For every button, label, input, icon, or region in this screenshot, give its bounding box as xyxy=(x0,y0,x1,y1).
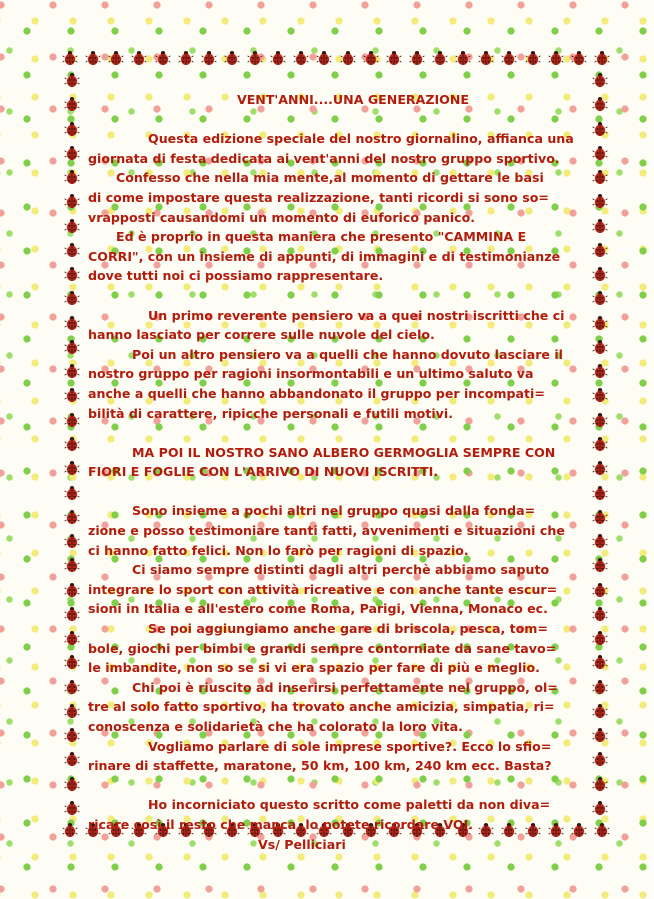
text-line: nostro gruppo per ragioni insormontabili e un ultimo saluto va xyxy=(88,366,534,382)
ladybug-icon xyxy=(62,822,78,838)
text-line: hanno lasciato per correre sulle nuvole del cielo. xyxy=(88,327,435,343)
ladybug-icon xyxy=(592,339,608,355)
ladybug-icon xyxy=(592,606,608,622)
ladybug-icon xyxy=(293,50,309,66)
text-line: bole, giochi per bimbi e grandi sempre contorniate da sane tavo= xyxy=(88,640,557,656)
ladybug-icon xyxy=(363,50,379,66)
ladybug-icon xyxy=(592,509,608,525)
ladybug-icon xyxy=(592,363,608,379)
ladybug-icon xyxy=(64,460,80,476)
text-line: bilità di carattere, ripicche personali e futili motivi. xyxy=(88,405,453,421)
page-title: VENT'ANNI....UNA GENERAZIONE xyxy=(236,92,470,107)
text-line: le imbandite, non so se si vi era spazio per fare di più e meglio. xyxy=(88,660,540,676)
ladybug-icon xyxy=(64,193,80,209)
paragraph-history xyxy=(88,501,578,775)
ladybug-icon xyxy=(501,50,517,66)
ladybug-icon xyxy=(155,50,171,66)
ladybug-icon xyxy=(592,654,608,670)
ladybug-icon xyxy=(340,50,356,66)
ladybug-icon xyxy=(592,266,608,282)
text-line: vrapposti causandomi un momento di euforico panico. xyxy=(88,209,476,225)
ladybug-icon xyxy=(64,606,80,622)
ladybug-icon xyxy=(432,50,448,66)
text-line: Confesso che nella mia mente,al momento di gettare le basi xyxy=(116,170,544,186)
ladybug-icon xyxy=(64,557,80,573)
ladybug-icon xyxy=(592,533,608,549)
ladybug-icon xyxy=(592,679,608,695)
ladybug-icon xyxy=(592,703,608,719)
ladybug-icon xyxy=(64,266,80,282)
ladybug-icon xyxy=(592,218,608,234)
paragraph-highlight xyxy=(88,443,578,482)
ladybug-icon xyxy=(64,169,80,185)
ladybug-icon xyxy=(64,218,80,234)
ladybug-icon xyxy=(316,50,332,66)
ladybug-icon xyxy=(64,679,80,695)
ladybug-icon xyxy=(592,800,608,816)
ladybug-icon xyxy=(592,557,608,573)
ladybug-icon xyxy=(592,776,608,792)
border-top xyxy=(62,48,610,68)
ladybug-icon xyxy=(592,242,608,258)
text-line: Ed è proprio in questa maniera che presento "CAMMINA E xyxy=(116,229,527,245)
ladybug-icon xyxy=(64,412,80,428)
ladybug-icon xyxy=(64,145,80,161)
ladybug-icon xyxy=(592,436,608,452)
ladybug-icon xyxy=(247,50,263,66)
ladybug-icon xyxy=(64,727,80,743)
text-line: Questa edizione speciale del nostro giornalino, affianca una xyxy=(148,131,574,147)
text-line: Se poi aggiungiamo anche gare di briscola, pesca, tom= xyxy=(148,621,548,637)
text-line: MA POI IL NOSTRO SANO ALBERO GERMOGLIA SEMPRE CON xyxy=(132,444,556,460)
ladybug-icon xyxy=(64,751,80,767)
ladybug-icon xyxy=(64,703,80,719)
text-line: Sono insieme a pochi altri nel gruppo quasi dalla fonda= xyxy=(132,503,536,519)
text-line: di come impostare questa realizzazione, tanti ricordi si sono so= xyxy=(88,189,549,205)
ladybug-icon xyxy=(592,630,608,646)
ladybug-icon xyxy=(64,485,80,501)
ladybug-icon xyxy=(592,193,608,209)
ladybug-icon xyxy=(592,290,608,306)
ladybug-icon xyxy=(131,50,147,66)
ladybug-icon xyxy=(592,485,608,501)
text-line: giornata di festa dedicata ai vent'anni del nostro gruppo sportivo. xyxy=(88,150,560,166)
ladybug-icon xyxy=(270,50,286,66)
ladybug-icon xyxy=(592,582,608,598)
ladybug-icon xyxy=(592,412,608,428)
ladybug-icon xyxy=(592,727,608,743)
paragraph-intro xyxy=(88,129,578,286)
text-line: Vogliamo parlare di sole imprese sportive?. Ecco lo sfio= xyxy=(148,738,552,754)
ladybug-icon xyxy=(64,72,80,88)
paragraph-remembrance xyxy=(88,306,578,424)
ladybug-icon xyxy=(224,50,240,66)
ladybug-icon xyxy=(592,96,608,112)
text-line: Ci siamo sempre distinti dagli altri perchè abbiamo saputo xyxy=(132,562,550,578)
ladybug-icon xyxy=(592,751,608,767)
text-line: Chi poi è riuscito ad inserirsi perfettamente nel gruppo, ol= xyxy=(132,679,558,695)
ladybug-icon xyxy=(64,363,80,379)
text-line: Poi un altro pensiero va a quelli che hanno dovuto lasciare il xyxy=(132,346,563,362)
ladybug-icon xyxy=(571,50,587,66)
text-line: tre al solo fatto sportivo, ha trovato anche amicizia, simpatia, ri= xyxy=(88,699,555,715)
text-line: ci hanno fatto felici. Non lo farò per ragioni di spazio. xyxy=(88,542,469,558)
ladybug-icon xyxy=(64,533,80,549)
ladybug-icon xyxy=(85,50,101,66)
ladybug-icon xyxy=(592,121,608,137)
text-line: Un primo reverente pensiero va a quei nostri iscritti che ci xyxy=(148,307,565,323)
text-line: CORRI", con un insieme di appunti, di immagini e di testimonianze xyxy=(88,248,561,264)
ladybug-icon xyxy=(592,145,608,161)
ladybug-icon xyxy=(409,50,425,66)
border-left xyxy=(62,72,82,816)
ladybug-icon xyxy=(478,50,494,66)
text-line: integrare lo sport con attività ricreative e con anche tante escur= xyxy=(88,581,558,597)
signature: Vs/ Pelliciari xyxy=(258,836,346,852)
ladybug-icon xyxy=(64,509,80,525)
ladybug-icon xyxy=(64,800,80,816)
ladybug-icon xyxy=(64,96,80,112)
text-line: zione e posso testimoniare tanti fatti, avvenimenti e situazioni che xyxy=(88,523,565,539)
ladybug-icon xyxy=(64,387,80,403)
ladybug-icon xyxy=(455,50,471,66)
ladybug-icon xyxy=(594,50,610,66)
ladybug-icon xyxy=(594,822,610,838)
ladybug-icon xyxy=(108,50,124,66)
ladybug-icon xyxy=(64,436,80,452)
ladybug-icon xyxy=(592,460,608,476)
ladybug-icon xyxy=(201,50,217,66)
paragraph-closing xyxy=(88,795,578,854)
text-line: sioni in Italia e all'estero come Roma, Parigi, Vienna, Monaco ec. xyxy=(88,601,548,617)
ladybug-icon xyxy=(64,290,80,306)
ladybug-icon xyxy=(64,630,80,646)
ladybug-icon xyxy=(64,582,80,598)
ladybug-icon xyxy=(64,776,80,792)
newsletter-page xyxy=(88,90,578,854)
ladybug-icon xyxy=(386,50,402,66)
ladybug-icon xyxy=(592,72,608,88)
text-line: dove tutti noi ci possiamo rappresentare. xyxy=(88,268,384,284)
ladybug-icon xyxy=(62,50,78,66)
ladybug-icon xyxy=(64,315,80,331)
ladybug-icon xyxy=(64,121,80,137)
text-line: conoscenza e solidarietà che ha colorato la loro vita. xyxy=(88,719,463,734)
text-line: FIORI E FOGLIE CON L'ARRIVO DI NUOVI ISCRITTI. xyxy=(88,464,439,480)
ladybug-icon xyxy=(525,50,541,66)
ladybug-icon xyxy=(548,50,564,66)
ladybug-icon xyxy=(592,315,608,331)
text-line: Ho incorniciato questo scritto come paletti da non diva= xyxy=(148,797,551,813)
text-line: anche a quelli che hanno abbandonato il gruppo per incompati= xyxy=(88,385,545,401)
ladybug-icon xyxy=(64,242,80,258)
ladybug-icon xyxy=(592,387,608,403)
ladybug-icon xyxy=(178,50,194,66)
text-line: ricare così il resto che manca, lo potete ricordare VOI. xyxy=(88,816,474,832)
ladybug-icon xyxy=(64,654,80,670)
text-line: rinare di staffette, maratone, 50 km, 100 km, 240 km ecc. Basta? xyxy=(88,758,552,774)
border-right xyxy=(590,72,610,816)
ladybug-icon xyxy=(592,169,608,185)
ladybug-icon xyxy=(64,339,80,355)
